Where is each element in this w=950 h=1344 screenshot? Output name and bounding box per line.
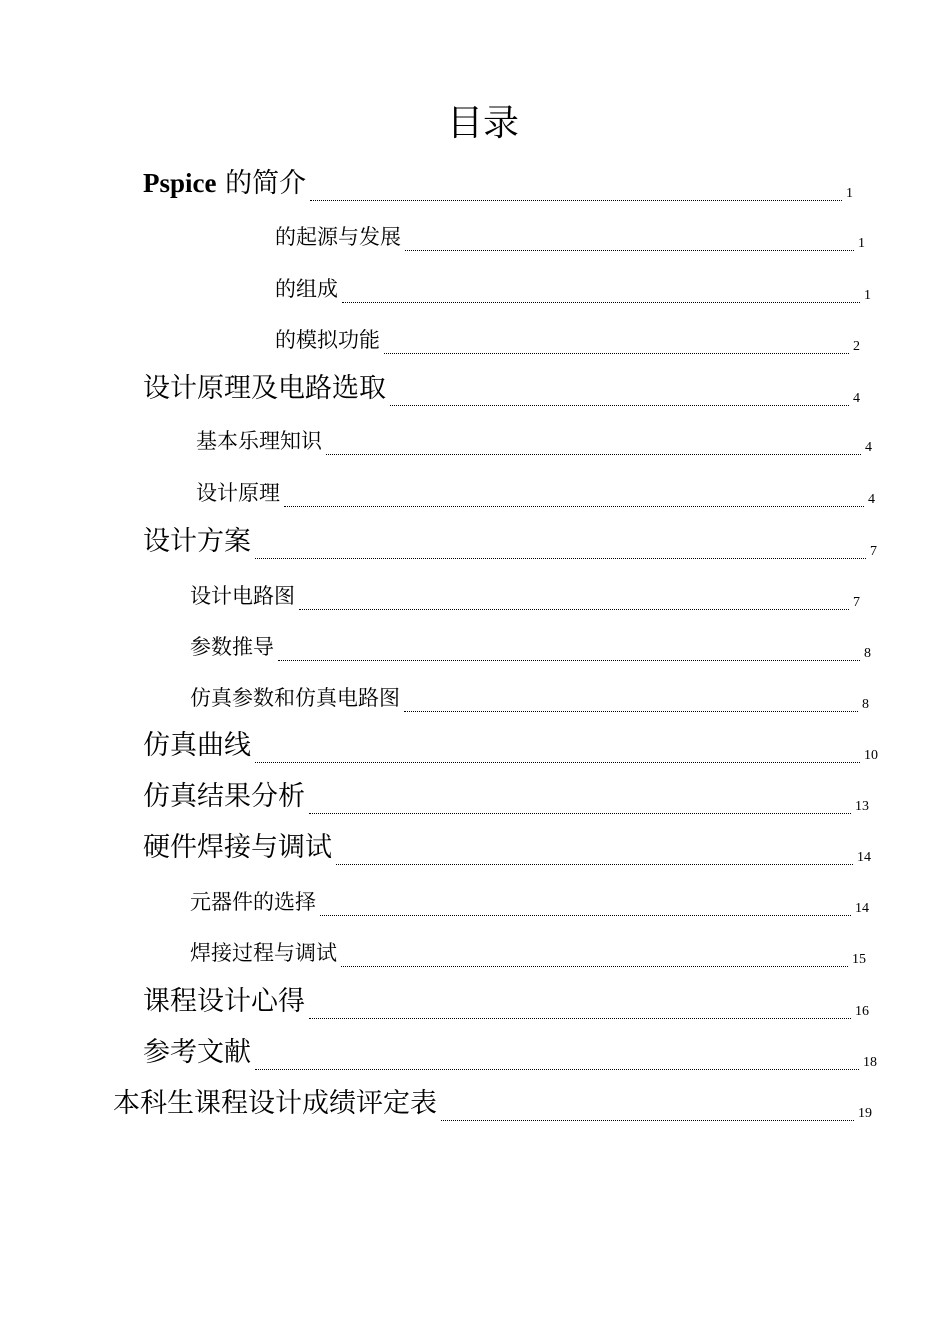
toc-entry-label: 元器件的选择: [190, 890, 316, 914]
toc-entry-grade-evaluation-table[interactable]: [113, 1084, 872, 1121]
toc-entry-label: 仿真结果分析: [143, 781, 305, 812]
toc-entry-label: 设计原理及电路选取: [143, 373, 386, 404]
toc-leader-dots: [278, 660, 860, 661]
toc-entry-label: 设计电路图: [190, 584, 295, 608]
toc-leader-dots: [384, 353, 849, 354]
toc-page-number: 1: [858, 236, 865, 251]
toc-entry-label: 硬件焊接与调试: [143, 832, 332, 863]
toc-entry-circuit-diagram[interactable]: [190, 580, 860, 610]
toc-entry-simulation-curves[interactable]: [143, 726, 878, 763]
toc-page-number: 4: [853, 391, 860, 406]
toc-leader-dots: [342, 302, 860, 303]
toc-leader-dots: [390, 405, 849, 406]
toc-page-number: 13: [855, 799, 869, 814]
toc-entry-references[interactable]: [143, 1033, 877, 1070]
toc-leader-dots: [404, 711, 858, 712]
toc-entry-simulation-analysis[interactable]: [143, 777, 869, 814]
toc-entry-label: 本科生课程设计成绩评定表: [113, 1088, 437, 1119]
toc-entry-design-principle[interactable]: [196, 477, 875, 507]
toc-leader-dots: [441, 1120, 854, 1121]
toc-page-number: 16: [855, 1004, 869, 1019]
toc-leader-dots: [299, 609, 849, 610]
toc-entry-hardware-soldering[interactable]: [143, 828, 871, 865]
toc-leader-dots: [341, 966, 848, 967]
toc-page-number: 7: [853, 595, 860, 610]
toc-page-number: 4: [868, 492, 875, 507]
toc-entry-label: 参考文献: [143, 1037, 251, 1068]
toc-page-number: 4: [865, 440, 872, 455]
toc-entry-label: 设计方案: [143, 526, 251, 557]
toc-entry-parameter-derivation[interactable]: [190, 631, 871, 661]
toc-leader-dots: [255, 558, 866, 559]
toc-page-number: 10: [864, 748, 878, 763]
toc-entry-label: 焊接过程与调试: [190, 941, 337, 965]
toc-page-number: 14: [857, 850, 871, 865]
toc-entry-label: 的起源与发展: [275, 225, 401, 249]
toc-entry-composition[interactable]: [275, 273, 871, 303]
toc-entry-simulation-params-circuit[interactable]: [190, 682, 869, 712]
toc-page-number: 14: [855, 901, 869, 916]
toc-leader-dots: [326, 454, 861, 455]
toc-page-number: 15: [852, 952, 866, 967]
toc-leader-dots: [310, 200, 842, 201]
toc-page-number: 2: [853, 339, 860, 354]
toc-entry-origin-development[interactable]: [275, 221, 865, 251]
toc-entry-component-selection[interactable]: [190, 886, 869, 916]
toc-entry-label: 设计原理: [196, 481, 280, 505]
toc-entry-label: 的组成: [275, 277, 338, 301]
toc-leader-dots: [405, 250, 854, 251]
toc-entry-design-principle-circuit[interactable]: [143, 369, 860, 406]
toc-entry-pspice-intro[interactable]: [143, 164, 853, 201]
toc-entry-label: 参数推导: [190, 635, 274, 659]
toc-leader-dots: [255, 762, 860, 763]
toc-leader-dots: [255, 1069, 859, 1070]
toc-entry-label: 的模拟功能: [275, 328, 380, 352]
toc-page-number: 7: [870, 544, 877, 559]
toc-page-number: 1: [864, 288, 871, 303]
toc-leader-dots: [336, 864, 853, 865]
toc-page-number: 8: [862, 697, 869, 712]
toc-entry-course-reflection[interactable]: [143, 982, 869, 1019]
toc-entry-label: 基本乐理知识: [196, 429, 322, 453]
toc-entry-label-latin: Pspice: [143, 168, 217, 198]
toc-leader-dots: [320, 915, 851, 916]
toc-leader-dots: [309, 813, 851, 814]
toc-entry-label: Pspice 的简介: [143, 168, 307, 199]
toc-leader-dots: [309, 1018, 851, 1019]
page-title: 目录: [446, 103, 519, 144]
toc-page-number: 1: [846, 186, 853, 201]
toc-page-number: 8: [864, 646, 871, 661]
toc-entry-simulation-function[interactable]: [275, 324, 860, 354]
toc-entry-music-theory[interactable]: [196, 425, 872, 455]
toc-entry-label: 仿真参数和仿真电路图: [190, 686, 400, 710]
toc-entry-soldering-debugging[interactable]: [190, 937, 866, 967]
toc-entry-label: 课程设计心得: [143, 986, 305, 1017]
toc-page-number: 18: [863, 1055, 877, 1070]
toc-page-number: 19: [858, 1106, 872, 1121]
toc-leader-dots: [284, 506, 864, 507]
toc-entry-label: 仿真曲线: [143, 730, 251, 761]
toc-entry-design-scheme[interactable]: [143, 522, 877, 559]
